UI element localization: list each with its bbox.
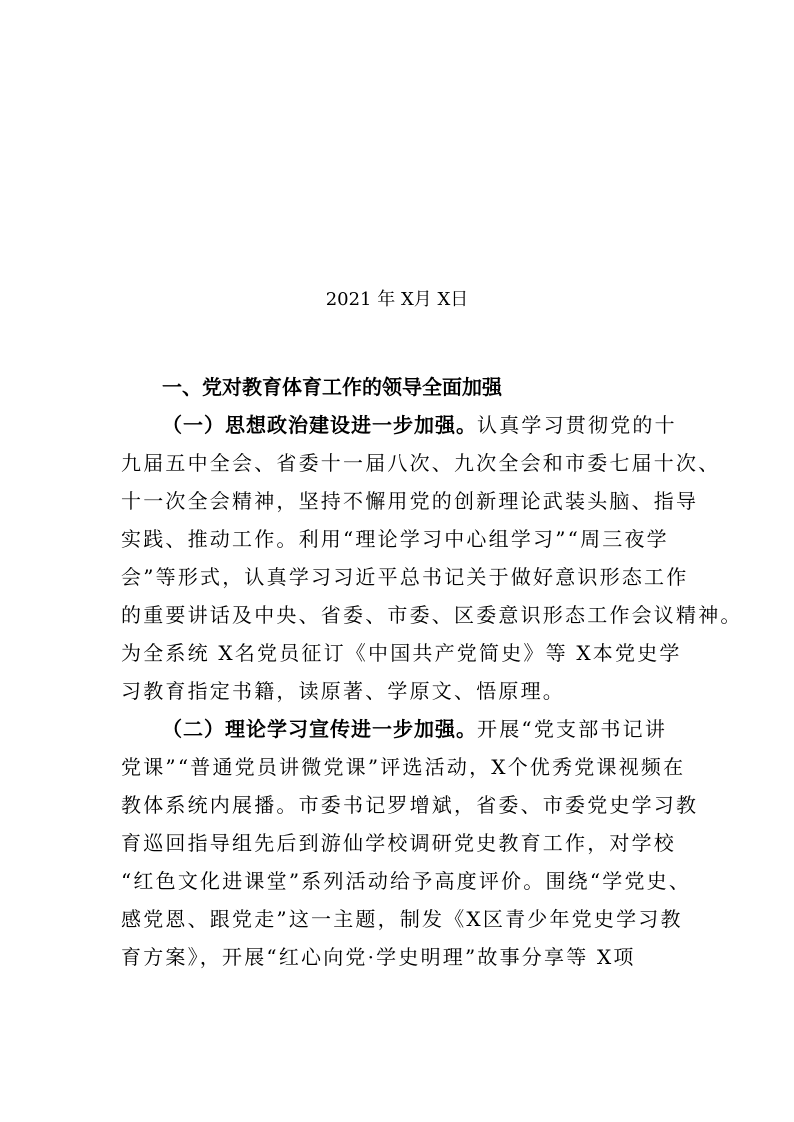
paragraph-2-line-2: 党课”“普通党员讲微党课”评选活动，X个优秀党课视频在 — [121, 755, 686, 779]
paragraph-2-subtitle: （二）理论学习宣传进一步加强。 — [162, 717, 477, 741]
paragraph-1-line-4: 实践、推动工作。利用“理论学习中心组学习”“周三夜学 — [121, 527, 669, 551]
paragraph-1-first-line-text: 认真学习贯彻党的十 — [477, 413, 677, 437]
paragraph-1-line-8: 习教育指定书籍，读原著、学原文、悟原理。 — [121, 679, 565, 703]
paragraph-1-subtitle: （一）思想政治建设进一步加强。 — [162, 413, 477, 437]
document-title-line-1 — [0, 196, 794, 232]
paragraph-2-line-7: 育方案》，开展“红心向党·学史明理”故事分享等 X项 — [121, 945, 636, 969]
paragraph-2-line-4: 育巡回指导组先后到游仙学校调研党史教育工作，对学校 — [121, 831, 676, 855]
paragraph-1-line-7: 为全系统 X名党员征订《中国共产党简史》等 X本党史学 — [121, 641, 682, 665]
paragraph-1-line-1 — [162, 410, 677, 440]
paragraph-1-line-6: 的重要讲话及中央、省委、市委、区委意识形态工作会议精神。 — [121, 603, 743, 627]
paragraph-2-line-1 — [162, 714, 667, 744]
section-heading-1: 一、党对教育体育工作的领导全面加强 — [162, 375, 502, 399]
paragraph-1-line-2: 九届五中全会、省委十一届八次、九次全会和市委七届十次、 — [121, 451, 721, 475]
document-title-line-2 — [0, 238, 794, 274]
paragraph-2-first-line-text: 开展“党支部书记讲 — [477, 717, 668, 741]
document-date: 2021 年 X月 X日 — [325, 289, 469, 310]
paragraph-2-line-6: 感党恩、跟党走”这一主题，制发《X区青少年党史学习教 — [121, 907, 683, 931]
paragraph-1-line-5: 会”等形式，认真学习习近平总书记关于做好意识形态工作 — [121, 565, 689, 589]
paragraph-2-line-3: 教体系统内展播。市委书记罗增斌，省委、市委党史学习教 — [121, 793, 699, 817]
paragraph-2-line-5: “红色文化进课堂”系列活动给予高度评价。围绕“学党史、 — [121, 869, 692, 893]
paragraph-1-line-3: 十一次全会精神，坚持不懈用党的创新理论武装头脑、指导 — [121, 489, 699, 513]
